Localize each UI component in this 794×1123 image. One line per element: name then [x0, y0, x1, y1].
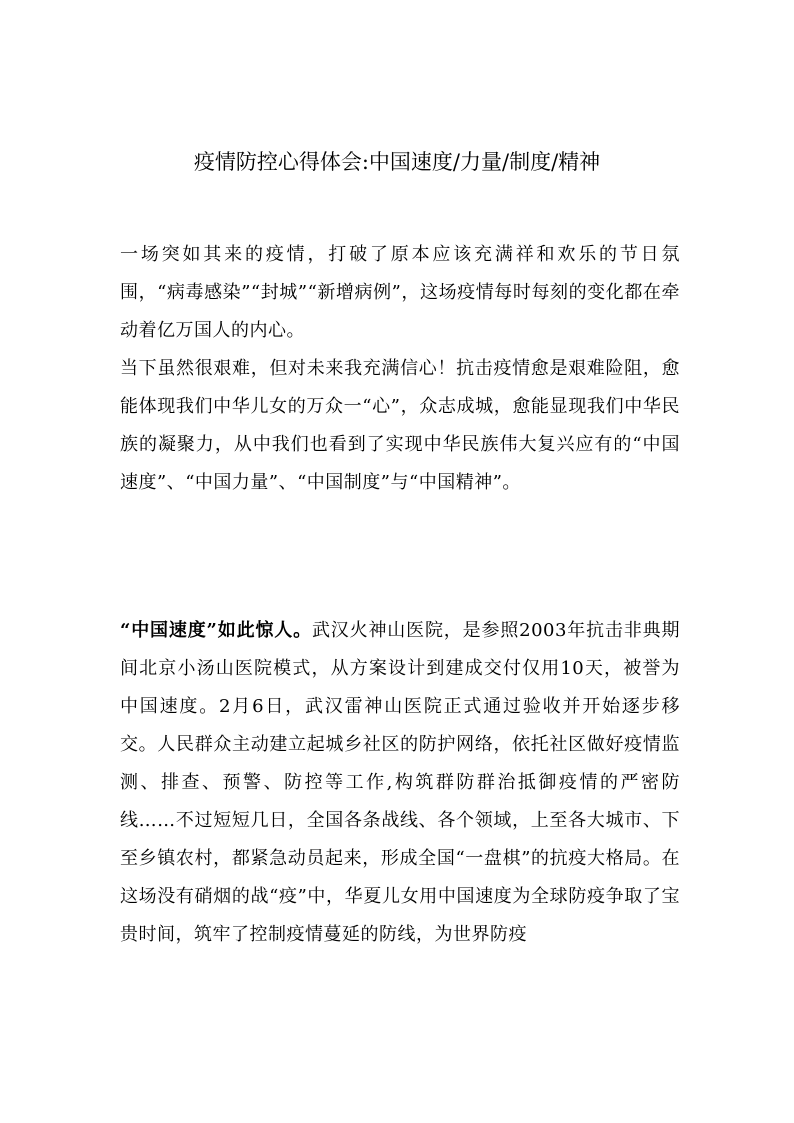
paragraph-china-speed [120, 612, 680, 954]
paragraph-confidence: 当下虽然很艰难，但对未来我充满信心！抗击疫情愈是艰难险阻，愈能体现我们中华儿女的万众一“心”，众志成城，愈能显现我们中华民族的凝聚力，从中我们也看到了实现中华民族伟大复兴应有的“中国速度”、“中国力量”、“中国制度”与“中国精神”。 [120, 358, 680, 493]
paragraph-body: 武汉火神山医院，是参照2003年抗击非典期间北京小汤山医院模式，从方案设计到建成交付仅用10天，被誉为中国速度。2月6日，武汉雷神山医院正式通过验收并开始逐步移交。人民群众主动建立起城乡社区的防护网络，依托社区做好疫情监测、排查、预警、防控等工作,构筑群防群治抵御疫情的严密防线……不过短短几日，全国各条战线、各个领域，上至各大城市、下至乡镇农村，都紧急动员起来，形成全国“一盘棋”的抗疫大格局。在这场没有硝烟的战“疫”中，华夏儿女用中国速度为全球防疫争取了宝贵时间，筑牢了控制疫情蔓延的防线，为世界防疫 [120, 620, 680, 945]
document-title: 疫情防控心得体会:中国速度/力量/制度/精神 [193, 150, 601, 174]
paragraph-intro: 一场突如其来的疫情，打破了原本应该充满祥和欢乐的节日氛围，“病毒感染”“封城”“新增病例”，这场疫情每时每刻的变化都在牵动着亿万国人的内心。 [120, 244, 680, 341]
paragraph-lead: “中国速度”如此惊人。 [120, 620, 312, 641]
